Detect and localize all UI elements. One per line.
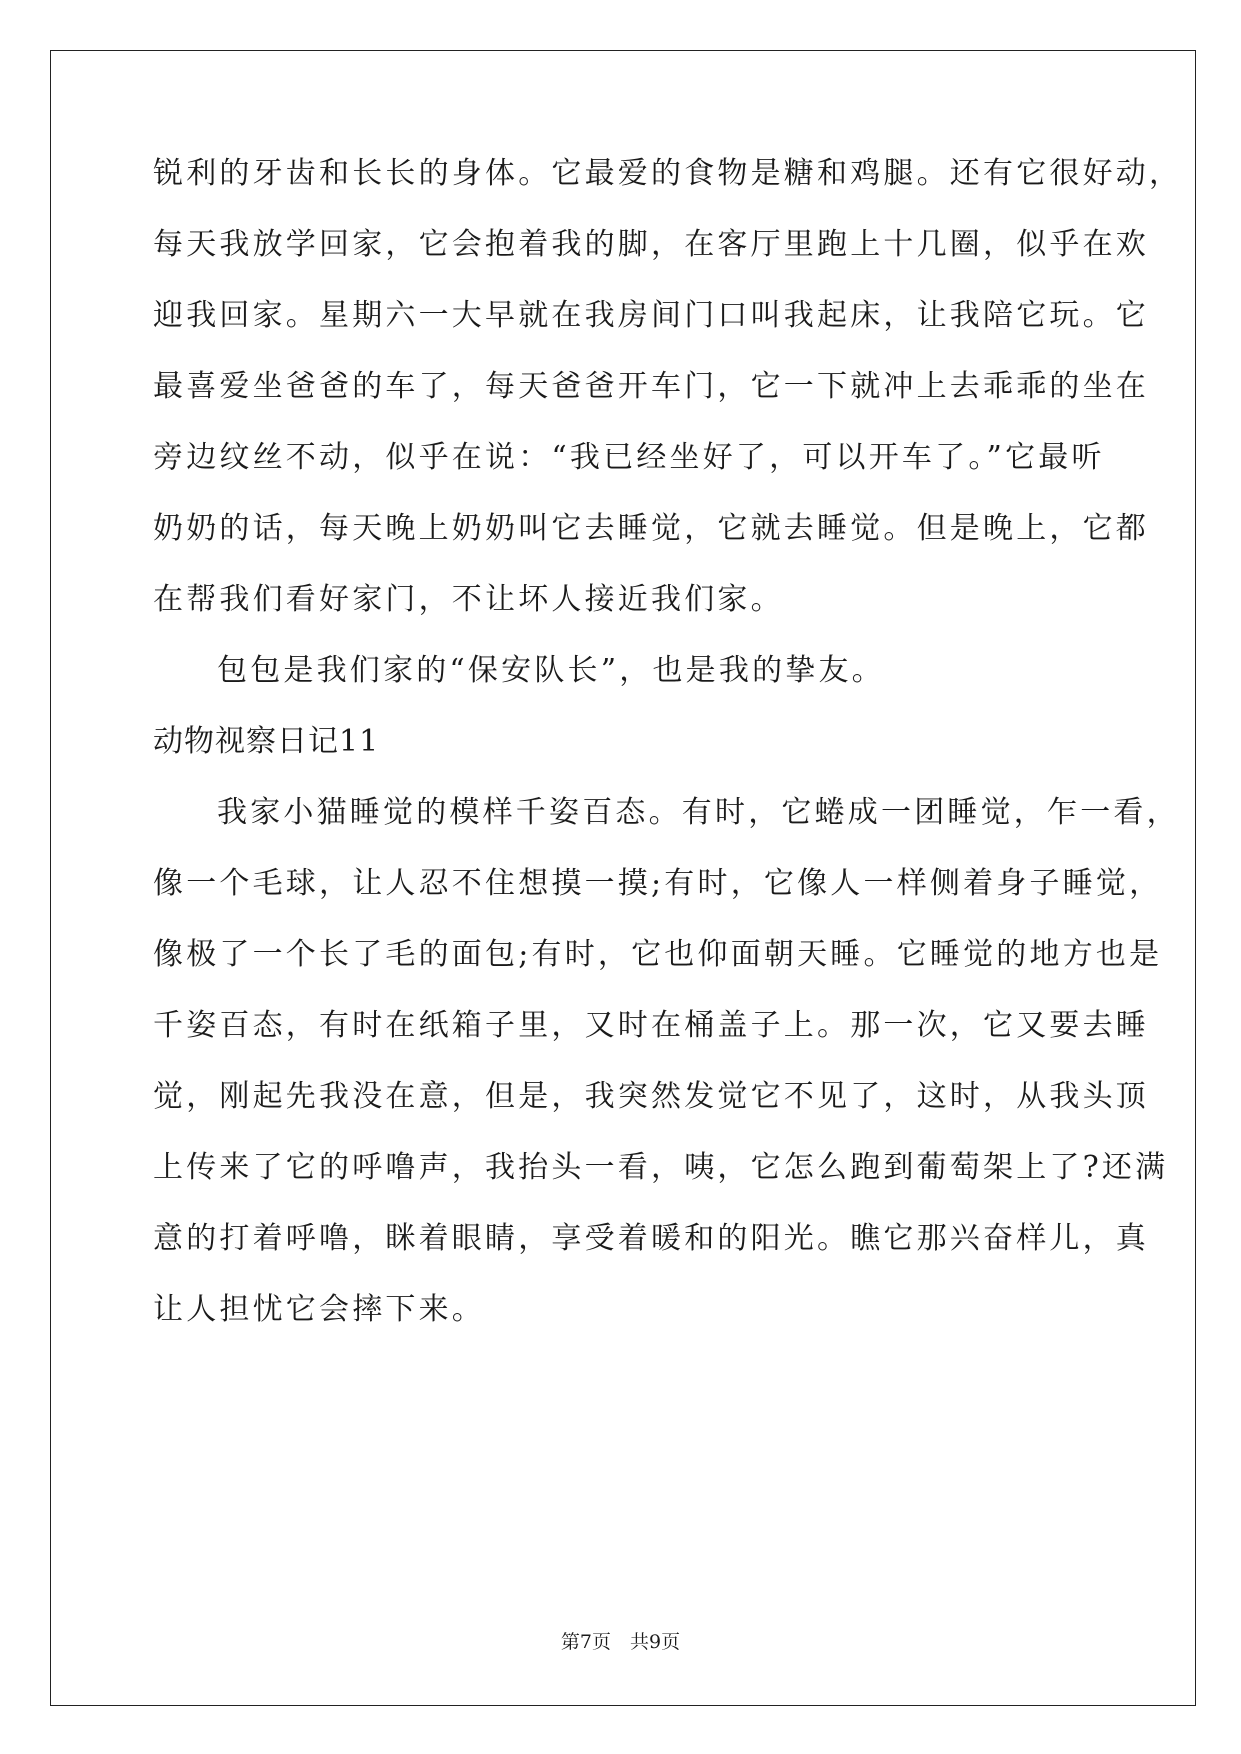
paragraph-line: 觉，刚起先我没在意，但是，我突然发觉它不见了，这时，从我头顶	[153, 1079, 1149, 1114]
page-number-footer: 第7页 共9页	[560, 1631, 681, 1653]
paragraph-line: 最喜爱坐爸爸的车了，每天爸爸开车门，它一下就冲上去乖乖的坐在	[153, 369, 1149, 404]
paragraph-line: 像极了一个长了毛的面包;有时，它也仰面朝天睡。它睡觉的地方也是	[153, 937, 1163, 972]
paragraph-line: 旁边纹丝不动，似乎在说：“我已经坐好了，可以开车了。”它最听	[153, 440, 1105, 475]
paragraph-line: 我家小猫睡觉的模样千姿百态。有时，它蜷成一团睡觉，乍一看，	[217, 795, 1180, 830]
paragraph-line: 包包是我们家的“保安队长”，也是我的挚友。	[217, 653, 885, 688]
paragraph-line: 在帮我们看好家门，不让坏人接近我们家。	[153, 582, 784, 617]
paragraph-line: 像一个毛球，让人忍不住想摸一摸;有时，它像人一样侧着身子睡觉，	[153, 866, 1163, 901]
paragraph-line: 迎我回家。星期六一大早就在我房间门口叫我起床，让我陪它玩。它	[153, 298, 1149, 333]
paragraph-line: 千姿百态，有时在纸箱子里，又时在桶盖子上。那一次，它又要去睡	[153, 1008, 1149, 1043]
paragraph-line: 锐利的牙齿和长长的身体。它最爱的食物是糖和鸡腿。还有它很好动，	[153, 156, 1183, 191]
section-heading: 动物视察日记11	[153, 724, 380, 759]
paragraph-line: 奶奶的话，每天晚上奶奶叫它去睡觉，它就去睡觉。但是晚上，它都	[153, 511, 1149, 546]
paragraph-line: 让人担忧它会摔下来。	[153, 1292, 485, 1327]
paragraph-line: 每天我放学回家，它会抱着我的脚，在客厅里跑上十几圈，似乎在欢	[153, 227, 1149, 262]
paragraph-line: 上传来了它的呼噜声，我抬头一看，咦，它怎么跑到葡萄架上了?还满	[153, 1150, 1169, 1185]
paragraph-line: 意的打着呼噜，眯着眼睛，享受着暖和的阳光。瞧它那兴奋样儿，真	[153, 1221, 1149, 1256]
